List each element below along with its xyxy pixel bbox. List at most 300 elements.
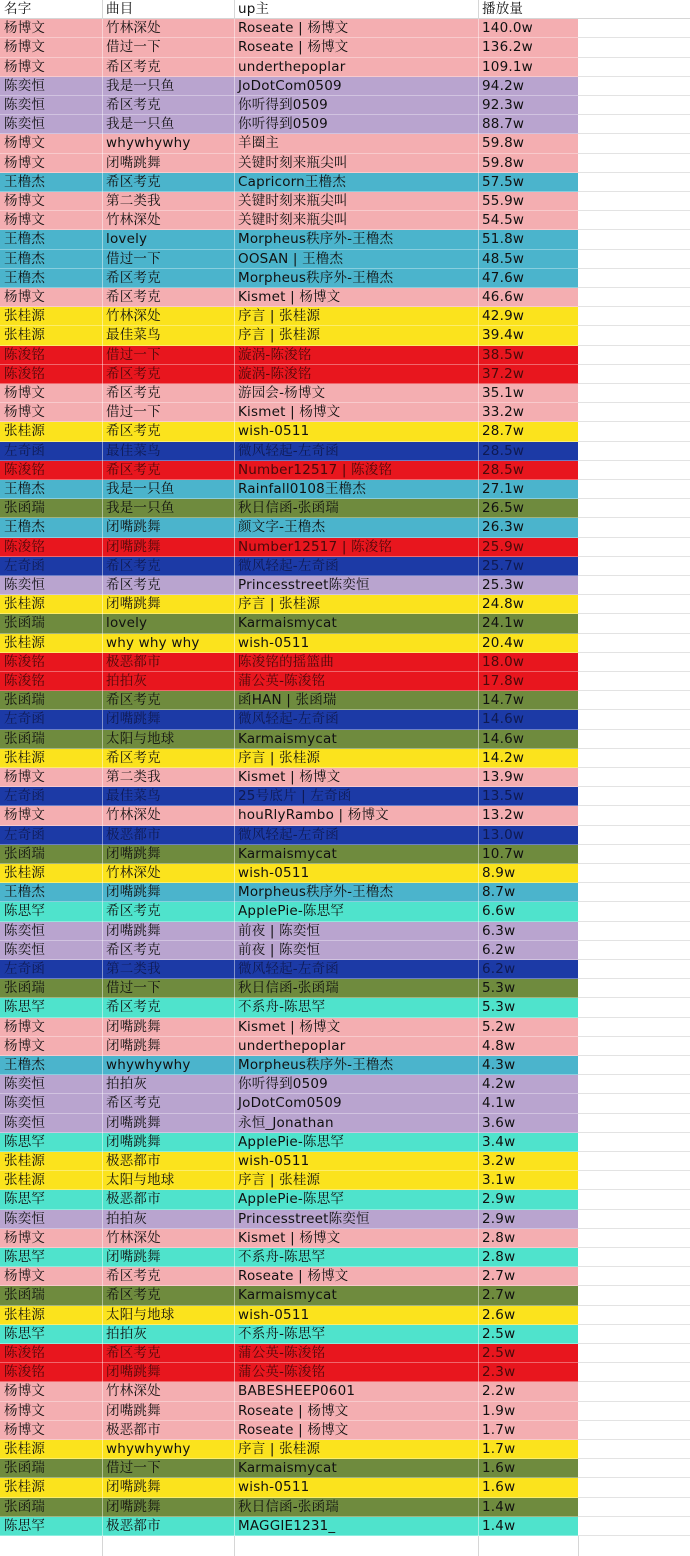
uploader-cell[interactable]: houRlyRambo | 杨博文 [238, 807, 389, 824]
empty-cell[interactable] [578, 730, 690, 749]
uploader-cell[interactable]: JoDotCom0509 [238, 77, 342, 94]
empty-cell[interactable] [578, 230, 690, 249]
name-cell[interactable]: 左奇函 [4, 557, 46, 574]
uploader-cell[interactable]: 关键时刻来瓶尖叫 [238, 212, 348, 229]
song-cell[interactable]: 闭嘴跳舞 [106, 1364, 161, 1381]
plays-cell[interactable]: 6.2w [482, 941, 516, 958]
plays-cell[interactable]: 13.9w [482, 769, 525, 785]
plays-cell[interactable]: 3.6w [482, 1114, 516, 1131]
uploader-cell[interactable]: 不系舟-陈思罕 [238, 1249, 326, 1265]
table-row[interactable] [0, 1037, 690, 1056]
uploader-cell[interactable]: Kismet | 杨博文 [238, 289, 341, 305]
uploader-cell[interactable]: 序言 | 张桂源 [238, 596, 321, 613]
name-cell[interactable]: 左奇函 [4, 788, 46, 805]
plays-cell[interactable]: 28.5w [482, 461, 525, 478]
empty-cell[interactable] [578, 1402, 690, 1421]
song-cell[interactable]: 闭嘴跳舞 [106, 1479, 161, 1496]
empty-cell[interactable] [578, 614, 690, 633]
name-cell[interactable]: 杨博文 [4, 212, 46, 229]
plays-cell[interactable]: 25.7w [482, 557, 525, 574]
name-cell[interactable]: 张桂源 [4, 308, 46, 325]
plays-cell[interactable]: 3.1w [482, 1172, 516, 1189]
song-cell[interactable]: 太阳与地球 [106, 730, 175, 747]
song-cell[interactable]: 闭嘴跳舞 [106, 922, 161, 939]
table-row[interactable] [0, 173, 690, 192]
uploader-cell[interactable]: 秋日信函-张函瑞 [238, 500, 339, 517]
empty-cell[interactable] [578, 173, 690, 192]
empty-cell[interactable] [578, 922, 690, 941]
table-row[interactable] [0, 96, 690, 115]
uploader-cell[interactable]: ApplePie-陈思罕 [238, 903, 345, 920]
name-cell[interactable]: 陈浚铭 [4, 673, 46, 689]
empty-cell[interactable] [578, 1229, 690, 1248]
uploader-cell[interactable]: Kismet | 杨博文 [238, 1229, 341, 1246]
name-cell[interactable]: 陈奕恒 [4, 97, 46, 113]
song-cell[interactable]: 借过一下 [106, 1460, 161, 1477]
plays-cell[interactable]: 42.9w [482, 308, 525, 325]
song-cell[interactable]: 希区考克 [106, 999, 161, 1016]
name-cell[interactable]: 陈思罕 [4, 1325, 46, 1342]
uploader-cell[interactable]: Morpheus秩序外-王橹杰 [238, 884, 394, 901]
uploader-cell[interactable]: 函HAN | 张函瑞 [238, 692, 337, 709]
uploader-cell[interactable]: Roseate | 杨博文 [238, 1421, 349, 1438]
empty-cell[interactable] [578, 422, 690, 441]
column-header-name[interactable]: 名字 [4, 1, 32, 17]
table-row[interactable] [0, 1133, 690, 1152]
table-row[interactable] [0, 941, 690, 960]
table-row[interactable] [0, 806, 690, 825]
song-cell[interactable]: 闭嘴跳舞 [106, 1037, 161, 1054]
uploader-cell[interactable]: Kismet | 杨博文 [238, 1018, 341, 1035]
plays-cell[interactable]: 26.5w [482, 500, 525, 517]
name-cell[interactable]: 陈浚铭 [4, 461, 46, 478]
name-cell[interactable]: 左奇函 [4, 961, 46, 977]
song-cell[interactable]: 希区考克 [106, 1268, 161, 1285]
uploader-cell[interactable]: 微风轻起-左奇函 [238, 826, 339, 843]
uploader-cell[interactable]: 微风轻起-左奇函 [238, 711, 339, 728]
table-row[interactable] [0, 1267, 690, 1286]
name-cell[interactable]: 张函瑞 [4, 692, 46, 709]
song-cell[interactable]: 我是一只鱼 [106, 500, 175, 517]
name-cell[interactable]: 陈浚铭 [4, 538, 46, 555]
uploader-cell[interactable]: 蒲公英-陈浚铭 [238, 1364, 326, 1381]
song-cell[interactable]: 借过一下 [106, 250, 161, 267]
plays-cell[interactable]: 2.7w [482, 1268, 516, 1285]
plays-cell[interactable]: 20.4w [482, 634, 525, 651]
uploader-cell[interactable]: Number12517 | 陈浚铭 [238, 461, 393, 478]
uploader-cell[interactable]: 永恒_Jonathan [238, 1114, 334, 1131]
name-cell[interactable]: 杨博文 [4, 807, 46, 824]
empty-cell[interactable] [578, 211, 690, 230]
table-row[interactable] [0, 1171, 690, 1190]
empty-cell[interactable] [578, 1478, 690, 1497]
table-row[interactable] [0, 826, 690, 845]
song-cell[interactable]: 太阳与地球 [106, 1306, 175, 1323]
table-row[interactable] [0, 1229, 690, 1248]
name-cell[interactable]: 杨博文 [4, 1383, 46, 1400]
name-cell[interactable]: 王橹杰 [4, 269, 46, 286]
name-cell[interactable]: 张桂源 [4, 1172, 46, 1189]
uploader-cell[interactable]: 不系舟-陈思罕 [238, 999, 326, 1016]
uploader-cell[interactable]: 羊圈主 [238, 135, 280, 152]
song-cell[interactable]: 极恶都市 [106, 1421, 161, 1438]
empty-cell[interactable] [578, 960, 690, 979]
song-cell[interactable]: 闭嘴跳舞 [106, 1018, 161, 1035]
plays-cell[interactable]: 55.9w [482, 193, 525, 209]
table-row[interactable] [0, 1152, 690, 1171]
uploader-cell[interactable]: 前夜 | 陈奕恒 [238, 941, 321, 958]
name-cell[interactable]: 杨博文 [4, 58, 46, 75]
empty-cell[interactable] [578, 1459, 690, 1478]
song-cell[interactable]: 竹林深处 [106, 20, 161, 37]
table-row[interactable] [0, 1018, 690, 1037]
uploader-cell[interactable]: 游园会-杨博文 [238, 385, 326, 401]
table-row[interactable] [0, 422, 690, 441]
empty-cell[interactable] [578, 1248, 690, 1267]
name-cell[interactable]: 张函瑞 [4, 1498, 46, 1515]
uploader-cell[interactable]: 蒲公英-陈浚铭 [238, 673, 326, 689]
song-cell[interactable]: 希区考克 [106, 1287, 161, 1304]
song-cell[interactable]: 希区考克 [106, 577, 161, 593]
table-row[interactable] [0, 653, 690, 672]
plays-cell[interactable]: 13.5w [482, 788, 525, 805]
name-cell[interactable]: 陈奕恒 [4, 1076, 46, 1093]
uploader-cell[interactable]: Roseate | 杨博文 [238, 1402, 349, 1419]
plays-cell[interactable]: 25.3w [482, 577, 525, 593]
table-row[interactable] [0, 19, 690, 38]
name-cell[interactable]: 王橹杰 [4, 884, 46, 901]
uploader-cell[interactable]: Karmaismycat [238, 1287, 337, 1304]
empty-cell[interactable] [578, 1171, 690, 1190]
empty-cell[interactable] [578, 576, 690, 595]
name-cell[interactable]: 张桂源 [4, 1441, 46, 1457]
uploader-cell[interactable]: Roseate | 杨博文 [238, 20, 349, 37]
song-cell[interactable]: 闭嘴跳舞 [106, 711, 161, 728]
table-row[interactable] [0, 922, 690, 941]
name-cell[interactable]: 杨博文 [4, 289, 46, 305]
table-row[interactable] [0, 998, 690, 1017]
plays-cell[interactable]: 2.2w [482, 1383, 516, 1400]
empty-cell[interactable] [578, 1152, 690, 1171]
plays-cell[interactable]: 25.9w [482, 538, 525, 555]
table-row[interactable] [0, 1363, 690, 1382]
uploader-cell[interactable]: 颜文字-王橹杰 [238, 519, 326, 536]
table-row[interactable] [0, 307, 690, 326]
song-cell[interactable]: 希区考克 [106, 97, 161, 113]
plays-cell[interactable]: 1.4w [482, 1498, 516, 1515]
plays-cell[interactable]: 59.8w [482, 135, 525, 152]
uploader-cell[interactable]: Karmaismycat [238, 730, 337, 747]
empty-cell[interactable] [578, 442, 690, 461]
table-row[interactable] [0, 1478, 690, 1497]
plays-cell[interactable]: 8.7w [482, 884, 516, 901]
empty-cell[interactable] [578, 269, 690, 288]
empty-cell[interactable] [578, 480, 690, 499]
plays-cell[interactable]: 28.5w [482, 442, 525, 459]
song-cell[interactable]: lovely [106, 231, 148, 248]
song-cell[interactable]: 希区考克 [106, 58, 161, 75]
song-cell[interactable]: 最佳菜鸟 [106, 442, 161, 459]
empty-cell[interactable] [578, 38, 690, 57]
plays-cell[interactable]: 48.5w [482, 250, 525, 267]
song-cell[interactable]: 希区考克 [106, 903, 161, 920]
song-cell[interactable]: whywhywhy [106, 1441, 191, 1457]
table-row[interactable] [0, 77, 690, 96]
song-cell[interactable]: 闭嘴跳舞 [106, 884, 161, 901]
empty-cell[interactable] [578, 1210, 690, 1229]
uploader-cell[interactable]: 序言 | 张桂源 [238, 1172, 321, 1189]
name-cell[interactable]: 杨博文 [4, 404, 46, 421]
empty-cell[interactable] [578, 19, 690, 38]
song-cell[interactable]: 第二类我 [106, 961, 161, 977]
table-row[interactable] [0, 442, 690, 461]
plays-cell[interactable]: 2.5w [482, 1345, 516, 1361]
name-cell[interactable]: 陈浚铭 [4, 346, 46, 363]
uploader-cell[interactable]: wish-0511 [238, 1153, 310, 1169]
plays-cell[interactable]: 1.6w [482, 1479, 516, 1496]
table-row[interactable] [0, 1286, 690, 1305]
uploader-cell[interactable]: 你听得到0509 [238, 116, 328, 133]
table-row[interactable] [0, 1190, 690, 1209]
empty-cell[interactable] [578, 557, 690, 576]
table-row[interactable] [0, 1325, 690, 1344]
song-cell[interactable]: 太阳与地球 [106, 1172, 175, 1189]
uploader-cell[interactable]: 关键时刻来瓶尖叫 [238, 154, 348, 171]
song-cell[interactable]: 我是一只鱼 [106, 77, 175, 94]
song-cell[interactable]: 闭嘴跳舞 [106, 538, 161, 555]
table-row[interactable] [0, 768, 690, 787]
song-cell[interactable]: 希区考克 [106, 749, 161, 766]
uploader-cell[interactable]: underthepoplar [238, 58, 346, 75]
uploader-cell[interactable]: Princesstreet陈奕恒 [238, 1210, 370, 1227]
song-cell[interactable]: 第二类我 [106, 769, 161, 785]
empty-cell[interactable] [578, 461, 690, 480]
name-cell[interactable]: 杨博文 [4, 1037, 46, 1054]
table-row[interactable] [0, 845, 690, 864]
uploader-cell[interactable]: 序言 | 张桂源 [238, 1441, 321, 1457]
name-cell[interactable]: 张函瑞 [4, 845, 46, 862]
name-cell[interactable]: 陈奕恒 [4, 1095, 46, 1112]
song-cell[interactable]: 极恶都市 [106, 826, 161, 843]
song-cell[interactable]: 竹林深处 [106, 807, 161, 824]
table-row[interactable] [0, 1402, 690, 1421]
table-row[interactable] [0, 480, 690, 499]
name-cell[interactable]: 杨博文 [4, 20, 46, 37]
plays-cell[interactable]: 92.3w [482, 97, 525, 113]
song-cell[interactable]: 竹林深处 [106, 865, 161, 881]
song-cell[interactable]: 闭嘴跳舞 [106, 1402, 161, 1419]
table-row[interactable] [0, 346, 690, 365]
uploader-cell[interactable]: Roseate | 杨博文 [238, 39, 349, 56]
empty-cell[interactable] [578, 979, 690, 998]
name-cell[interactable]: 张桂源 [4, 865, 46, 881]
table-row[interactable] [0, 576, 690, 595]
song-cell[interactable]: whywhywhy [106, 135, 191, 152]
song-cell[interactable]: 最佳菜鸟 [106, 788, 161, 805]
empty-cell[interactable] [578, 1037, 690, 1056]
song-cell[interactable]: 希区考克 [106, 941, 161, 958]
plays-cell[interactable]: 2.3w [482, 1364, 516, 1381]
plays-cell[interactable]: 14.7w [482, 692, 525, 709]
plays-cell[interactable]: 28.7w [482, 423, 525, 440]
uploader-cell[interactable]: Kismet | 杨博文 [238, 404, 341, 421]
name-cell[interactable]: 陈思罕 [4, 1517, 46, 1534]
song-cell[interactable]: 极恶都市 [106, 1153, 161, 1169]
uploader-cell[interactable]: BABESHEEP0601 [238, 1383, 356, 1400]
plays-cell[interactable]: 38.5w [482, 346, 525, 363]
empty-cell[interactable] [578, 1190, 690, 1209]
uploader-cell[interactable]: 关键时刻来瓶尖叫 [238, 193, 348, 209]
plays-cell[interactable]: 1.9w [482, 1402, 516, 1419]
empty-cell[interactable] [578, 806, 690, 825]
table-row[interactable] [0, 250, 690, 269]
empty-cell[interactable] [578, 653, 690, 672]
plays-cell[interactable]: 1.6w [482, 1460, 516, 1477]
table-row[interactable] [0, 499, 690, 518]
plays-cell[interactable]: 136.2w [482, 39, 533, 56]
column-header-uploader[interactable]: up主 [238, 1, 270, 17]
uploader-cell[interactable]: Capricorn王橹杰 [238, 173, 347, 190]
empty-cell[interactable] [578, 634, 690, 653]
table-row[interactable] [0, 710, 690, 729]
uploader-cell[interactable]: underthepoplar [238, 1037, 346, 1054]
table-row[interactable] [0, 1498, 690, 1517]
song-cell[interactable]: 借过一下 [106, 404, 161, 421]
plays-cell[interactable]: 109.1w [482, 58, 533, 75]
empty-cell[interactable] [578, 787, 690, 806]
empty-cell[interactable] [578, 1517, 690, 1536]
plays-cell[interactable]: 3.4w [482, 1133, 516, 1150]
plays-cell[interactable]: 24.8w [482, 596, 525, 613]
name-cell[interactable]: 杨博文 [4, 385, 46, 401]
plays-cell[interactable]: 1.7w [482, 1441, 516, 1457]
plays-cell[interactable]: 2.6w [482, 1306, 516, 1323]
uploader-cell[interactable]: Princesstreet陈奕恒 [238, 577, 370, 593]
plays-cell[interactable]: 47.6w [482, 269, 525, 286]
plays-cell[interactable]: 2.9w [482, 1210, 516, 1227]
name-cell[interactable]: 陈奕恒 [4, 941, 46, 958]
song-cell[interactable]: 竹林深处 [106, 212, 161, 229]
uploader-cell[interactable]: Karmaismycat [238, 615, 337, 632]
plays-cell[interactable]: 5.3w [482, 980, 516, 997]
name-cell[interactable]: 陈思罕 [4, 1249, 46, 1265]
name-cell[interactable]: 陈奕恒 [4, 77, 46, 94]
empty-cell[interactable] [578, 1382, 690, 1401]
table-row[interactable] [0, 1248, 690, 1267]
table-row[interactable] [0, 787, 690, 806]
name-cell[interactable]: 张桂源 [4, 596, 46, 613]
song-cell[interactable]: 闭嘴跳舞 [106, 519, 161, 536]
plays-cell[interactable]: 6.6w [482, 903, 516, 920]
name-cell[interactable]: 张桂源 [4, 1479, 46, 1496]
empty-cell[interactable] [578, 538, 690, 557]
name-cell[interactable]: 陈浚铭 [4, 365, 46, 382]
name-cell[interactable]: 王橹杰 [4, 481, 46, 497]
table-row[interactable] [0, 192, 690, 211]
song-cell[interactable]: 极恶都市 [106, 1517, 161, 1534]
plays-cell[interactable]: 14.2w [482, 749, 525, 766]
uploader-cell[interactable]: Karmaismycat [238, 845, 337, 862]
plays-cell[interactable]: 51.8w [482, 231, 525, 248]
plays-cell[interactable]: 4.1w [482, 1095, 516, 1112]
uploader-cell[interactable]: wish-0511 [238, 1306, 310, 1323]
song-cell[interactable]: 希区考克 [106, 461, 161, 478]
table-row[interactable] [0, 691, 690, 710]
empty-cell[interactable] [578, 1286, 690, 1305]
empty-cell[interactable] [578, 1421, 690, 1440]
uploader-cell[interactable]: Morpheus秩序外-王橹杰 [238, 1057, 394, 1073]
song-cell[interactable]: 希区考克 [106, 1345, 161, 1361]
table-row[interactable] [0, 365, 690, 384]
table-row[interactable] [0, 730, 690, 749]
plays-cell[interactable]: 26.3w [482, 519, 525, 536]
name-cell[interactable]: 陈思罕 [4, 999, 46, 1016]
empty-cell[interactable] [578, 691, 690, 710]
uploader-cell[interactable]: wish-0511 [238, 865, 310, 881]
table-row[interactable] [0, 384, 690, 403]
song-cell[interactable]: lovely [106, 615, 148, 632]
uploader-cell[interactable]: 25号底片 | 左奇函 [238, 788, 352, 805]
name-cell[interactable]: 杨博文 [4, 1402, 46, 1419]
song-cell[interactable]: 闭嘴跳舞 [106, 1133, 161, 1150]
name-cell[interactable]: 杨博文 [4, 769, 46, 785]
empty-cell[interactable] [578, 1133, 690, 1152]
song-cell[interactable]: 我是一只鱼 [106, 116, 175, 133]
table-row[interactable] [0, 538, 690, 557]
table-row[interactable] [0, 1517, 690, 1536]
plays-cell[interactable]: 3.2w [482, 1153, 516, 1169]
table-row[interactable] [0, 1440, 690, 1459]
song-cell[interactable]: 闭嘴跳舞 [106, 596, 161, 613]
plays-cell[interactable]: 33.2w [482, 404, 525, 421]
uploader-cell[interactable]: Karmaismycat [238, 1460, 337, 1477]
name-cell[interactable]: 王橹杰 [4, 519, 46, 536]
table-row[interactable] [0, 595, 690, 614]
song-cell[interactable]: 最佳菜鸟 [106, 327, 161, 344]
table-row[interactable] [0, 614, 690, 633]
empty-cell[interactable] [578, 1075, 690, 1094]
name-cell[interactable]: 陈浚铭 [4, 653, 46, 670]
plays-cell[interactable]: 2.7w [482, 1287, 516, 1304]
empty-cell[interactable] [578, 58, 690, 77]
table-row[interactable] [0, 1094, 690, 1113]
uploader-cell[interactable]: 陈浚铭的摇篮曲 [238, 653, 334, 670]
table-row[interactable] [0, 461, 690, 480]
empty-cell[interactable] [578, 1306, 690, 1325]
table-row[interactable] [0, 749, 690, 768]
name-cell[interactable]: 张桂源 [4, 749, 46, 766]
empty-cell[interactable] [578, 672, 690, 691]
name-cell[interactable]: 左奇函 [4, 711, 46, 728]
uploader-cell[interactable]: 序言 | 张桂源 [238, 749, 321, 766]
uploader-cell[interactable]: 不系舟-陈思罕 [238, 1325, 326, 1342]
uploader-cell[interactable]: ApplePie-陈思罕 [238, 1191, 345, 1208]
empty-cell[interactable] [578, 883, 690, 902]
plays-cell[interactable]: 5.3w [482, 999, 516, 1016]
plays-cell[interactable]: 4.2w [482, 1076, 516, 1093]
plays-cell[interactable]: 59.8w [482, 154, 525, 171]
empty-cell[interactable] [578, 384, 690, 403]
song-cell[interactable]: 希区考克 [106, 385, 161, 401]
column-header-song[interactable]: 曲目 [106, 1, 134, 17]
empty-cell[interactable] [578, 307, 690, 326]
song-cell[interactable]: 极恶都市 [106, 653, 161, 670]
song-cell[interactable]: 希区考克 [106, 1095, 161, 1112]
uploader-cell[interactable]: Morpheus秩序外-王橹杰 [238, 231, 394, 248]
empty-cell[interactable] [578, 134, 690, 153]
name-cell[interactable]: 张函瑞 [4, 730, 46, 747]
empty-cell[interactable] [578, 749, 690, 768]
